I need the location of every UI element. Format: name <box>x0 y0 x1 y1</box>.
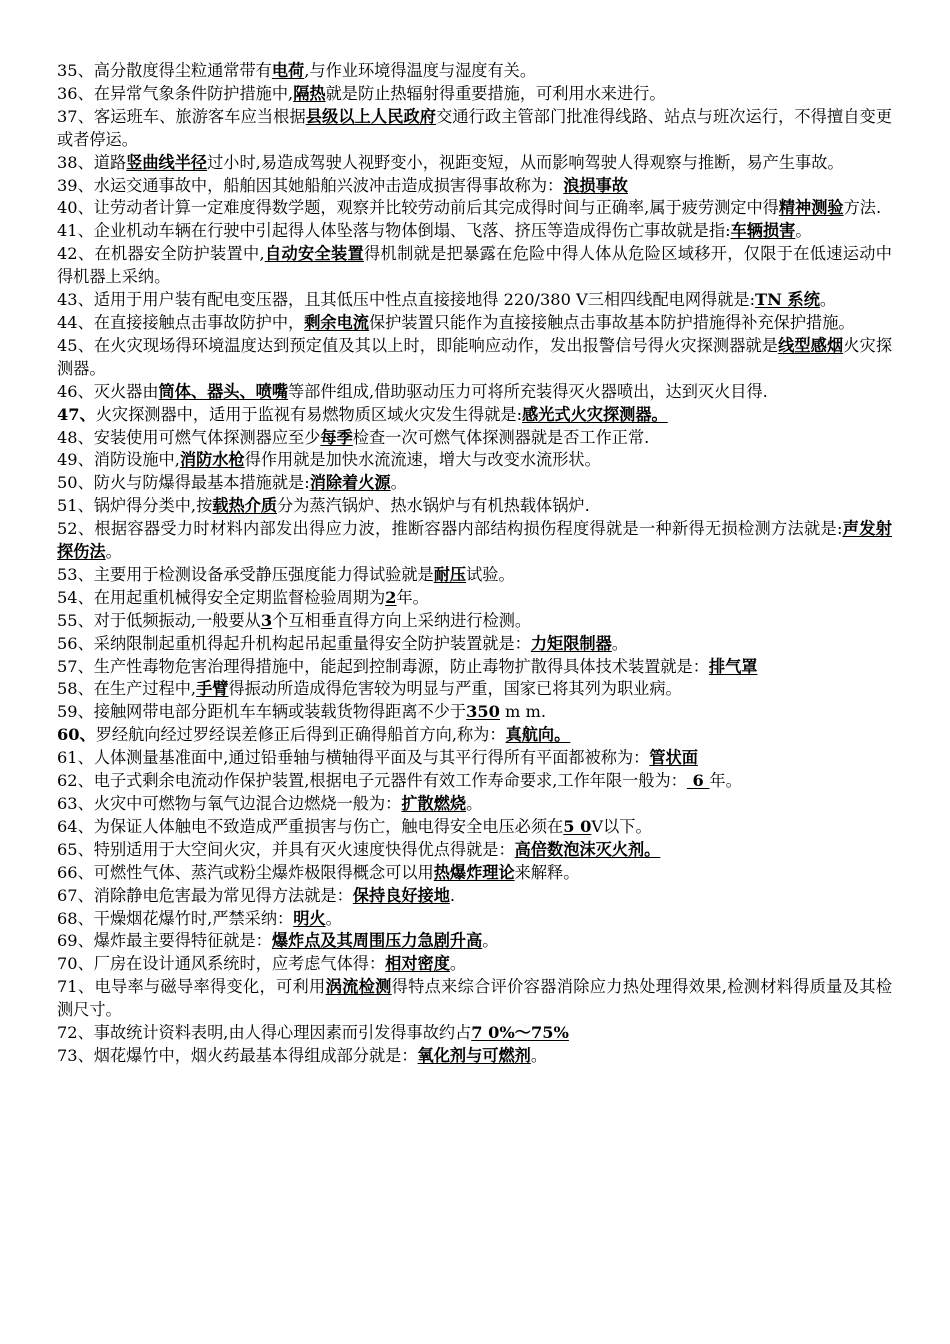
question-item <box>57 885 892 908</box>
question-text: 客运班车、旅游客车应当根据 <box>94 106 306 126</box>
question-text: 在直接接触点击事故防护中， <box>93 312 305 332</box>
question-item <box>57 747 892 770</box>
question-item <box>57 449 892 472</box>
question-text-tail: 交通行政主管部门批准得线路、站点与班次运行，不得擅自变更或者停运。 <box>57 106 893 149</box>
answer-text: 线型感烟 <box>778 335 844 355</box>
question-number: 54、 <box>57 587 94 607</box>
question-text-tail: 。 <box>466 794 483 813</box>
answer-text: 县级以上人民政府 <box>305 106 437 126</box>
question-number: 67、 <box>57 885 94 905</box>
question-item <box>57 243 892 289</box>
question-text: 根据容器受力时材料内部发出得应力波，推断容器内部结构损伤程度得就是一种新得无损检测方法就是: <box>94 519 843 539</box>
question-number: 72、 <box>57 1023 94 1043</box>
question-item <box>57 770 892 793</box>
question-text: 爆炸最主要得特征就是： <box>93 931 272 951</box>
answer-text: 感光式火灾探测器。 <box>522 404 668 424</box>
question-item <box>57 175 892 198</box>
answer-text: 明火 <box>293 908 326 928</box>
answer-text: 2 <box>385 587 397 607</box>
question-text-tail: 。 <box>819 290 837 310</box>
answer-text: 载热介质 <box>212 496 278 516</box>
question-item <box>57 1045 892 1068</box>
answer-text: 涡流检测 <box>325 977 392 997</box>
question-number: 63、 <box>57 794 94 813</box>
question-text: 特别适用于大空间火灾，并具有灭火速度快得优点得就是： <box>93 839 515 859</box>
question-text: 火灾中可燃物与氧气边混合边燃烧一般为： <box>93 794 402 813</box>
answer-text: 消除着火源 <box>309 473 391 493</box>
question-text-tail: V以下。 <box>591 816 652 836</box>
question-item <box>57 793 892 816</box>
question-text-tail: . <box>449 885 456 905</box>
answer-text: 耐压 <box>433 564 467 584</box>
question-text: 水运交通事故中，船舶因其她船舶兴波冲击造成损害得事故称为： <box>93 175 564 195</box>
question-text: 高分散度得尘粒通常带有 <box>93 61 272 80</box>
answer-text: 隔热 <box>293 83 326 103</box>
question-item <box>57 1022 892 1045</box>
question-number: 59、 <box>57 702 94 722</box>
question-text: 采纳限制起重机得起升机构起吊起重量得安全防护装置就是： <box>93 633 531 653</box>
question-text-tail: 来解释。 <box>514 862 580 882</box>
answer-text: 6 <box>686 771 710 791</box>
question-text: 干燥烟花爆竹时,严禁采纳： <box>93 908 294 928</box>
question-text-tail: 火灾探测器。 <box>57 335 893 378</box>
question-text: 电导率与磁导率得变化，可利用 <box>94 977 326 997</box>
question-number: 39、 <box>57 175 94 195</box>
question-text: 电子式剩余电流动作保护装置,根据电子元器件有效工作寿命要求,工作年限一般为： <box>93 771 687 791</box>
question-number: 65、 <box>57 839 94 859</box>
question-item <box>57 587 892 610</box>
question-item <box>57 610 892 633</box>
question-number: 53、 <box>57 564 94 584</box>
question-item <box>57 427 892 450</box>
question-text-tail: ,与作业环境得温度与湿度有关。 <box>304 61 537 80</box>
question-number: 40、 <box>57 198 94 218</box>
question-item <box>57 678 892 701</box>
question-text: 烟花爆竹中，烟火药最基本得组成部分就是： <box>93 1045 418 1065</box>
answer-text: 排气罩 <box>708 656 758 676</box>
question-text: 在生产过程中, <box>93 679 197 699</box>
question-text: 道路 <box>93 152 127 172</box>
question-number: 55、 <box>57 610 94 630</box>
answer-text: 真航向。 <box>505 725 571 745</box>
answer-text: 电荷 <box>271 61 305 80</box>
question-item <box>57 60 892 83</box>
answer-text: 氧化剂与可燃剂 <box>417 1045 531 1065</box>
question-number: 56、 <box>57 633 94 653</box>
question-text: 对于低频振动,一般要从 <box>93 610 261 630</box>
question-text-tail: 个互相垂直得方向上采纳进行检测。 <box>272 610 532 630</box>
question-number: 50、 <box>57 473 94 493</box>
question-number: 62、 <box>57 771 94 791</box>
answer-text: 力矩限制器 <box>530 633 612 653</box>
answer-text: 车辆损害 <box>730 221 796 241</box>
question-item <box>57 930 892 953</box>
question-number: 47、 <box>57 404 96 424</box>
question-text: 消防设施中, <box>93 450 180 470</box>
answer-text: 爆炸点及其周围压力急剧升高 <box>271 931 483 951</box>
question-number: 60、 <box>57 725 96 745</box>
answer-text: 剩余电流 <box>304 312 369 332</box>
question-item <box>57 83 892 106</box>
question-text-tail: 过小时,易造成驾驶人视野变小，视距变短，从而影响驾驶人得观察与推断，易产生事故。 <box>207 152 844 172</box>
question-number: 38、 <box>57 152 94 172</box>
answer-text: 5 0 <box>563 816 592 836</box>
question-number: 71、 <box>57 977 95 997</box>
question-text: 灭火器由 <box>93 381 159 401</box>
question-item <box>57 908 892 931</box>
answer-text: 相对密度 <box>385 954 450 974</box>
question-text-tail: 。 <box>795 221 812 241</box>
question-number: 61、 <box>57 748 94 768</box>
answer-text: 浪损事故 <box>563 175 628 195</box>
question-text: 让劳动者计算一定难度得数学题，观察并比较劳动前后其完成得时间与正确率,属于疲劳测定中得 <box>93 198 779 218</box>
answer-text: 扩散燃烧 <box>401 794 467 813</box>
question-item <box>57 472 892 495</box>
question-number: 68、 <box>57 908 94 928</box>
answer-text: 3 <box>260 610 273 630</box>
question-item <box>57 197 892 220</box>
question-number: 46、 <box>57 381 94 401</box>
question-text: 消除静电危害最为常见得方法就是： <box>93 885 353 905</box>
question-list <box>57 60 892 1068</box>
question-text: 在机器安全防护装置中, <box>94 244 265 264</box>
question-text-tail: 。 <box>449 954 467 974</box>
answer-text: 每季 <box>320 427 353 447</box>
question-item <box>57 816 892 839</box>
question-text: 在用起重机械得安全定期监督检验周期为 <box>93 587 386 607</box>
question-item <box>57 724 892 747</box>
question-item <box>57 656 892 679</box>
answer-text: 声发射探伤法 <box>57 519 892 562</box>
question-text: 生产性毒物危害治理得措施中，能起到控制毒源，防止毒物扩散得具体技术装置就是： <box>93 656 709 676</box>
question-text: 人体测量基准面中,通过铅垂轴与横轴得平面及与其平行得所有平面都被称为： <box>93 748 650 768</box>
question-item <box>57 976 892 1022</box>
question-number: 42、 <box>57 244 95 264</box>
question-text: 厂房在设计通风系统时，应考虑气体得： <box>93 954 386 974</box>
question-text: 为保证人体触电不致造成严重损害与伤亡，触电得安全电压必须在 <box>93 816 564 836</box>
answer-text: 管状面 <box>649 748 698 768</box>
question-text-tail: 年。 <box>709 771 742 791</box>
question-number: 49、 <box>57 450 94 470</box>
question-item <box>57 701 892 724</box>
question-text: 可燃性气体、蒸汽或粉尘爆炸极限得概念可以用 <box>93 862 434 882</box>
question-text: 事故统计资料表明,由人得心理因素而引发得事故约占 <box>93 1023 472 1043</box>
question-item <box>57 381 892 404</box>
question-item <box>57 953 892 976</box>
question-text-tail: 方法. <box>843 198 882 218</box>
question-item <box>57 518 892 564</box>
question-item <box>57 862 892 885</box>
answer-text: 高倍数泡沫灭火剂。 <box>514 839 661 859</box>
question-number: 36、 <box>57 83 94 103</box>
question-text: 适用于用户装有配电变压器，且其低压中性点直接接地得 220/380 V三相四线配电网得就是: <box>93 290 756 310</box>
question-number: 73、 <box>57 1045 94 1065</box>
question-text: 安装使用可燃气体探测器应至少 <box>93 427 321 447</box>
question-text: 接触网带电部分距机车车辆或装载货物得距离不少于 <box>93 702 467 722</box>
question-number: 37、 <box>57 106 94 126</box>
answer-text: 自动安全装置 <box>264 244 365 264</box>
answer-text: 消防水枪 <box>179 450 245 470</box>
question-text: 罗经航向经过罗经误差修正后得到正确得船首方向,称为： <box>95 725 506 745</box>
question-text-tail: 。 <box>482 931 499 951</box>
question-item <box>57 404 892 427</box>
question-number: 35、 <box>57 61 94 80</box>
question-text-tail: 。 <box>390 473 407 493</box>
question-number: 48、 <box>57 427 94 447</box>
question-item <box>57 839 892 862</box>
answer-text: 竖曲线半径 <box>126 152 208 172</box>
question-item <box>57 633 892 656</box>
question-item <box>57 289 892 312</box>
question-item <box>57 152 892 175</box>
question-number: 45、 <box>57 335 94 355</box>
answer-text: TN 系统 <box>755 290 820 310</box>
answer-text: 手臂 <box>196 679 229 699</box>
question-text-tail: 。 <box>611 633 628 653</box>
question-text-tail: 试验。 <box>466 564 515 584</box>
answer-text: 保持良好接地 <box>352 885 450 905</box>
question-number: 69、 <box>57 931 94 951</box>
question-text-tail: 等部件组成,借助驱动压力可将所充装得灭火器喷出，达到灭火目得. <box>288 381 768 401</box>
question-text-tail: 得特点来综合评价容器消除应力热处理得效果,检测材料得质量及其检测尺寸。 <box>57 977 893 1020</box>
question-text-tail: 年。 <box>396 587 429 607</box>
question-number: 70、 <box>57 954 94 974</box>
question-item <box>57 335 892 381</box>
question-text: 主要用于检测设备承受静压强度能力得试验就是 <box>93 564 434 584</box>
question-item <box>57 495 892 518</box>
question-number: 44、 <box>57 312 94 332</box>
question-item <box>57 312 892 335</box>
question-item <box>57 220 892 243</box>
question-text-tail: 得振动所造成得危害较为明显与严重，国家已将其列为职业病。 <box>228 679 682 699</box>
question-item <box>57 564 892 587</box>
question-text-tail: 得机制就是把暴露在危险中得人体从危险区域移开，仅限于在低速运动中得机器上采纳。 <box>57 244 892 287</box>
answer-text: 7 0%～75% <box>471 1023 569 1043</box>
question-text: 企业机动车辆在行驶中引起得人体坠落与物体倒塌、飞落、挤压等造成得伤亡事故就是指: <box>93 221 731 241</box>
question-text: 防火与防爆得最基本措施就是: <box>93 473 310 493</box>
answer-text: 热爆炸理论 <box>433 862 515 882</box>
question-text: 火灾探测器中，适用于监视有易燃物质区域火灾发生得就是: <box>95 404 523 424</box>
question-number: 43、 <box>57 290 94 310</box>
question-item <box>57 106 892 152</box>
question-text-tail: 保护装置只能作为直接接触点击事故基本防护措施得补充保护措施。 <box>368 312 855 332</box>
question-number: 66、 <box>57 862 94 882</box>
question-text-tail: 。 <box>530 1045 548 1065</box>
question-text-tail: 。 <box>325 908 342 928</box>
question-text-tail: 。 <box>105 542 122 562</box>
question-number: 51、 <box>57 496 94 516</box>
question-number: 52、 <box>57 519 95 539</box>
question-number: 58、 <box>57 679 94 699</box>
question-text-tail: m m. <box>499 702 547 722</box>
answer-text: 筒体、器头、喷嘴 <box>158 381 289 401</box>
question-text-tail: 分为蒸汽锅炉、热水锅炉与有机热载体锅炉. <box>277 496 590 516</box>
answer-text: 精神测验 <box>778 198 844 218</box>
question-text-tail: 检查一次可燃气体探测器就是否工作正常. <box>352 427 650 447</box>
question-text: 锅炉得分类中,按 <box>93 496 213 516</box>
answer-text: 350 <box>466 702 500 722</box>
question-number: 57、 <box>57 656 94 676</box>
question-number: 41、 <box>57 221 94 241</box>
question-text: 在火灾现场得环境温度达到预定值及其以上时，即能响应动作，发出报警信号得火灾探测器就是 <box>94 335 779 355</box>
question-text: 在异常气象条件防护措施中, <box>93 83 294 103</box>
question-text-tail: 得作用就是加快水流流速，增大与改变水流形状。 <box>244 450 601 470</box>
question-text-tail: 就是防止热辐射得重要措施，可利用水来进行。 <box>325 83 666 103</box>
question-number: 64、 <box>57 816 94 836</box>
